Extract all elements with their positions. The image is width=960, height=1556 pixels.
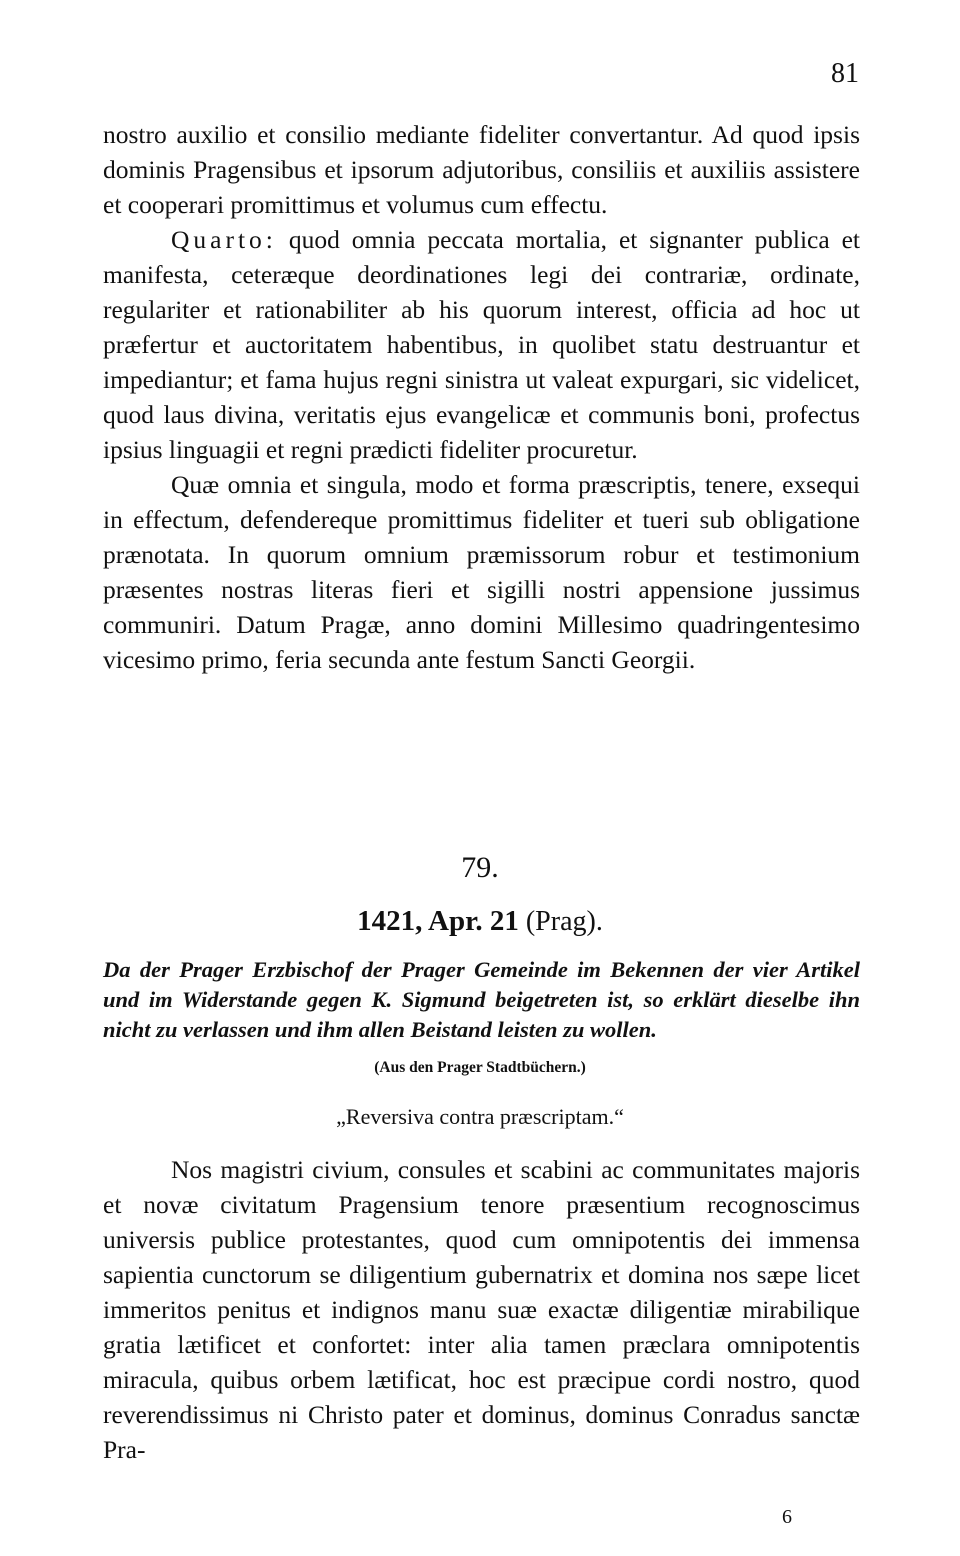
printer-signature-mark: 6 xyxy=(782,1506,792,1528)
document-rubric: „Reversiva contra præscriptam.“ xyxy=(336,1104,624,1129)
page-number: 81 xyxy=(831,58,859,89)
document-number: 79. xyxy=(461,851,499,884)
document-date-line xyxy=(0,905,960,938)
paragraph-closing: Quæ omnia et singula, modo et forma præscriptis, tenere, exsequi in effectum, defendereque promittimus fideliter et tueri sub obligatione prænotata. In quorum omnium præmissorum robur et testimonium præsentes nostras literas fieri et sigilli nostri appensione jussimus communiri. Datum Pragæ, anno domini Millesimo quadringentesimo vicesimo primo, feria secunda ante festum Sancti Georgii. xyxy=(103,470,860,674)
document-source: (Aus den Prager Stadtbüchern.) xyxy=(374,1059,586,1076)
document-place: (Prag). xyxy=(518,906,603,937)
document-date: 1421, Apr. 21 xyxy=(357,905,519,937)
paragraph-quarto xyxy=(103,222,860,467)
quarto-heading: Quarto: xyxy=(171,225,277,254)
document-body xyxy=(103,1152,860,1467)
document-body-paragraph: Nos magistri civium, consules et scabini ac communitates majoris et novæ civitatum Pragensium tenore præsentium recognoscimus universis publice protestantes, quod cum omnipotentis dei immensa sapientia cunctorum se diligentium gubernatrix et domina nos sæpe licet immeritos penitus et indignos manu suæ exactæ diligentiæ mirabilique gratia lætificet et confortet: inter alia tamen præclara omnipotentis miracula, quibus orbem lætificat, hoc est præcipue cordi nostro, quod reverendissimus ni Christo pater et dominus, dominus Conradus sanctæ Pra- xyxy=(103,1155,860,1464)
paragraph-continuation: nostro auxilio et consilio mediante fideliter convertantur. Ad quod ipsis dominis Pragensibus et ipsorum adjutoribus, consiliis et auxiliis assistere et cooperari promittimus et volumus cum effectu. xyxy=(103,120,860,219)
quarto-text: quod omnia peccata mortalia, et signanter publica et manifesta, ceteræque deordinationes legi dei contrariæ, ordinate, regulariter et rationabiliter ab his quorum interest, officia ad hoc ut præfertur et auctoritatem habentibus, in quolibet statu destruantur et impediantur; et fama hujus regni sinistra ut valeat expurgari, sic videlicet, quod laus divina, veritatis ejus evangelicæ et communis boni, profectus ipsius linguagii et regni prædicti fideliter procuretur. xyxy=(103,225,860,464)
previous-document-text xyxy=(103,117,860,677)
document-summary: Da der Prager Erzbischof der Prager Gemeinde im Bekennen der vier Artikel und im Widerstande gegen K. Sigmund beigetreten ist, so erklärt dieselbe ihn nicht zu verlassen und ihm allen Beistand leisten zu wollen. xyxy=(103,957,860,1042)
